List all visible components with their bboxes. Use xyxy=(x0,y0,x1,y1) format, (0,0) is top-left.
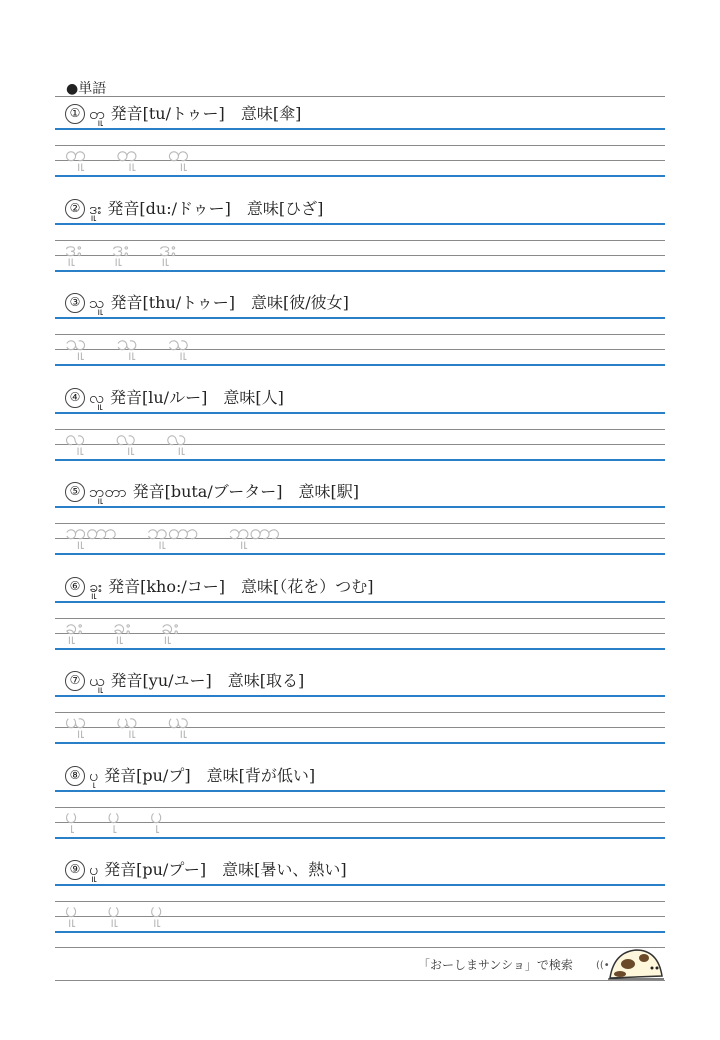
pronunciation-value: [pu/プ] xyxy=(136,765,191,785)
pronunciation-label: 発音 xyxy=(132,482,165,501)
pronunciation-label: 発音 xyxy=(104,765,137,785)
pronunciation-value: [buta/ブーター] xyxy=(164,482,283,501)
myanmar-word: ဒူး xyxy=(89,198,102,218)
word-heading xyxy=(65,101,301,127)
word-heading xyxy=(65,574,374,600)
word-entry xyxy=(55,98,665,192)
trace-glyph: ခူး xyxy=(160,614,179,640)
trace-glyph: တူ xyxy=(65,142,87,167)
word-number: ④ xyxy=(65,388,85,408)
pronunciation-value: [yu/ユー] xyxy=(142,671,212,690)
meaning-label: 意味 xyxy=(251,293,284,312)
guide-line-bottom xyxy=(55,553,665,555)
heading-underline xyxy=(55,223,665,225)
meaning-value: [彼/彼女] xyxy=(283,293,349,312)
meaning-label: 意味 xyxy=(206,765,239,785)
pronunciation-value: [kho:/コー] xyxy=(140,576,225,596)
myanmar-word: လူ xyxy=(89,387,104,407)
trace-glyph: သူ xyxy=(65,331,87,356)
guide-line-bottom xyxy=(55,742,665,744)
heading-underline xyxy=(55,695,665,697)
trace-glyph: တူ xyxy=(167,142,190,167)
guide-line-bottom xyxy=(55,648,665,650)
word-number: ⑥ xyxy=(65,577,85,597)
trace-glyph: ဒူး xyxy=(112,236,130,262)
meaning-label: 意味 xyxy=(227,671,260,690)
guide-line-bottom xyxy=(55,837,665,839)
meaning-value: [背が低い] xyxy=(238,765,316,785)
trace-glyph: ပူ xyxy=(65,898,78,923)
trace-glyph: ဘူတာ xyxy=(65,520,117,545)
meaning-value: [取る] xyxy=(259,671,305,690)
guide-line-bottom xyxy=(55,364,665,366)
trace-glyph: သူ xyxy=(167,331,189,356)
word-entry xyxy=(55,287,665,381)
pronunciation-label: 発音 xyxy=(108,576,141,596)
myanmar-word: ဘူတာ xyxy=(89,482,127,501)
trace-glyph: ပု xyxy=(107,803,121,829)
word-number: ① xyxy=(65,104,85,124)
word-entry xyxy=(55,476,665,570)
word-entry xyxy=(55,854,665,948)
word-entry xyxy=(55,760,665,854)
word-heading xyxy=(65,763,315,789)
pronunciation-label: 発音 xyxy=(110,387,143,407)
word-number: ⑧ xyxy=(65,766,85,786)
meaning-value: [（花を）つむ] xyxy=(273,576,374,596)
meaning-label: 意味 xyxy=(298,482,331,501)
guide-line-bottom xyxy=(55,459,665,461)
meaning-value: [人] xyxy=(255,387,284,407)
trace-glyph: ပူ xyxy=(107,898,121,923)
myanmar-word: ယူ xyxy=(89,671,105,690)
trace-row xyxy=(65,613,209,643)
word-entry xyxy=(55,382,665,476)
footer-divider-top xyxy=(55,947,665,948)
heading-underline xyxy=(55,601,665,603)
trace-glyph: ယူ xyxy=(65,709,87,734)
heading-underline xyxy=(55,128,665,130)
trace-glyph: ခူး xyxy=(65,614,83,640)
heading-underline xyxy=(55,790,665,792)
guide-line-bottom xyxy=(55,931,665,933)
pronunciation-value: [thu/トゥー] xyxy=(142,293,235,312)
word-heading xyxy=(65,857,347,883)
meaning-label: 意味 xyxy=(240,104,273,123)
word-number: ② xyxy=(65,199,85,219)
trace-glyph: ခူး xyxy=(112,614,131,640)
trace-glyph: ပု xyxy=(65,803,78,829)
meaning-value: [ひざ] xyxy=(278,198,324,218)
trace-glyph: သူ xyxy=(116,331,138,356)
heading-underline xyxy=(55,412,665,414)
trace-row xyxy=(65,802,193,832)
trace-glyph: ဒူး xyxy=(65,236,83,262)
heading-underline xyxy=(55,317,665,319)
word-heading xyxy=(65,290,349,316)
trace-glyph: ဘူတာ xyxy=(228,520,280,545)
header-divider xyxy=(55,96,665,97)
search-hint: 「おーしまサンショ」で検索 xyxy=(418,958,573,972)
pronunciation-label: 発音 xyxy=(107,198,140,218)
word-heading xyxy=(65,668,304,694)
pronunciation-value: [lu/ルー] xyxy=(142,387,208,407)
meaning-value: [暑い、熱い] xyxy=(254,860,347,879)
trace-glyph: ဘူတာ xyxy=(146,520,199,545)
myanmar-word: ပု xyxy=(89,765,99,785)
meaning-label: 意味 xyxy=(240,576,273,596)
heading-underline xyxy=(55,884,665,886)
trace-glyph: ယူ xyxy=(167,709,190,734)
trace-row xyxy=(65,329,219,359)
meaning-label: 意味 xyxy=(222,860,255,879)
trace-row xyxy=(65,518,310,548)
word-number: ⑦ xyxy=(65,671,85,691)
myanmar-word: ခူး xyxy=(89,576,103,596)
guide-line-bottom xyxy=(55,270,665,272)
pronunciation-label: 発音 xyxy=(110,671,143,690)
word-entry xyxy=(55,193,665,287)
mascot-icon xyxy=(596,944,666,984)
pronunciation-label: 発音 xyxy=(104,860,137,879)
section-title: ●単語 xyxy=(66,81,107,97)
footer-divider-bottom xyxy=(55,980,665,981)
trace-glyph: တူ xyxy=(116,142,138,167)
pronunciation-label: 発音 xyxy=(110,293,143,312)
pronunciation-value: [du:/ドゥー] xyxy=(139,198,231,218)
trace-glyph: လူ xyxy=(166,425,187,451)
word-number: ⑨ xyxy=(65,860,85,880)
word-entry xyxy=(55,571,665,665)
word-heading xyxy=(65,196,323,222)
meaning-label: 意味 xyxy=(246,198,279,218)
guide-line-bottom xyxy=(55,175,665,177)
trace-glyph: ပု xyxy=(150,803,163,829)
myanmar-word: ပူ xyxy=(89,860,99,879)
myanmar-word: သူ xyxy=(89,293,105,312)
trace-glyph: ယူ xyxy=(116,709,138,734)
svg-text:((•: ((• xyxy=(596,960,610,971)
trace-glyph: လူ xyxy=(65,425,86,451)
trace-glyph: လူ xyxy=(115,425,137,451)
word-heading xyxy=(65,385,284,411)
pronunciation-value: [pu/プー] xyxy=(136,860,207,879)
pronunciation-value: [tu/トゥー] xyxy=(142,104,225,123)
myanmar-word: တူ xyxy=(89,104,105,123)
pronunciation-label: 発音 xyxy=(110,104,143,123)
meaning-value: [駅] xyxy=(330,482,360,501)
trace-row xyxy=(65,896,193,926)
meaning-value: [傘] xyxy=(272,104,302,123)
meaning-label: 意味 xyxy=(223,387,256,407)
heading-underline xyxy=(55,506,665,508)
trace-glyph: ဒူး xyxy=(159,236,177,262)
word-number: ③ xyxy=(65,293,85,313)
trace-row xyxy=(65,424,217,454)
trace-row xyxy=(65,235,206,265)
word-number: ⑤ xyxy=(65,482,85,502)
word-entry xyxy=(55,665,665,759)
trace-glyph: ပူ xyxy=(150,898,163,923)
trace-row xyxy=(65,707,219,737)
word-heading xyxy=(65,479,359,505)
trace-row xyxy=(65,140,219,170)
